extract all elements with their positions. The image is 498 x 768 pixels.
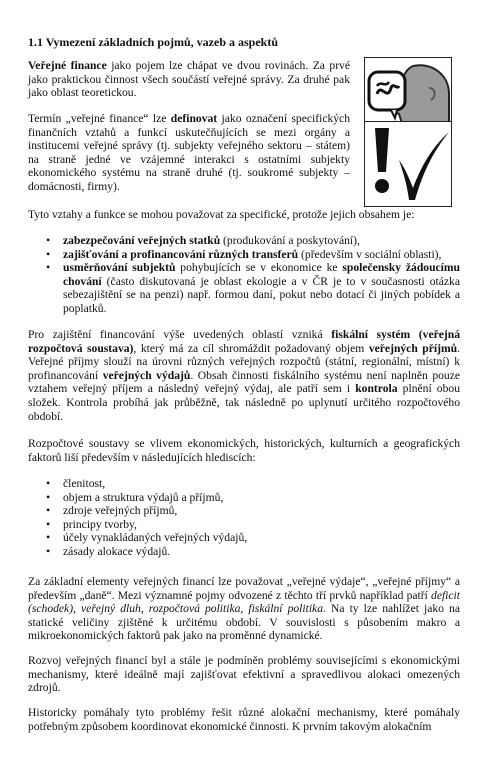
paragraph-historical: Historicky pomáhaly tyto problémy řešit různé alokační mechanismy, které pomáhaly potřebným způsobem koordinovat ekonomické činnosti. K prvním takovým alokačním bbox=[28, 706, 460, 733]
paragraph-text: Za základní elementy veřejných financí lze považovat „veřejné výdaje“, „veřejné příjmy“ a především „daně“. Mezi významné pojmy odvozené z těchto tří prvků například patří bbox=[28, 575, 460, 602]
paragraph-text: . Na ty lze nahlížet jako na statické veličiny zjištěné k určitému období. V souvislosti s působením makro a mikroekonomických faktorů pak jako na proměnné dynamické. bbox=[28, 602, 460, 643]
term-verejne-finance: Veřejné finance bbox=[28, 59, 107, 72]
paragraph-text: Pro zajištění financování výše uvedených oblastí vzniká bbox=[28, 328, 332, 341]
list-item-term: zabezpečování veřejných statků bbox=[63, 234, 221, 247]
paragraph-definition-intro bbox=[28, 59, 350, 100]
list-item: • principy tvorby, bbox=[46, 518, 460, 532]
list-item bbox=[46, 248, 460, 262]
paragraph-text: . Obsah činnosti fiskálního systému není naplněn pouze vztahem veřejný příjem a následný veřejný výdaj, ale patří sem i bbox=[28, 368, 461, 396]
list-item-text: (často diskutovaná je oblast ekologie a v ČR je to v současnosti otázka sebezajištění se na penzi) např. formou daní, pokut nebo dotací či jiných pobídek a poplatků. bbox=[63, 274, 460, 315]
list-item: • účely vynakládaných veřejných výdajů, bbox=[46, 531, 460, 545]
list-item: • zdroje veřejných příjmů, bbox=[46, 504, 460, 518]
list-item-text: pohybujících se v ekonomice ke bbox=[175, 261, 343, 275]
italic-terms: deficit (schodek), veřejný dluh, rozpočtová politika, fiskální politika bbox=[28, 588, 460, 616]
list-item-term: zajišťování a profinancování různých transferů bbox=[63, 247, 299, 261]
list-item-term: usměrňování subjektů bbox=[63, 261, 176, 275]
paragraph-development: Rozvoj veřejných financí byl a stále je podmíněn problémy souvisejícími s ekonomickými mechanismy, které ideálně mají zajišťovat efektivní a spravedlivou alokaci omezených zdrojů. bbox=[28, 654, 460, 695]
list-item: • objem a struktura výdajů a příjmů, bbox=[46, 491, 460, 505]
paragraph-basic-elements bbox=[28, 575, 460, 643]
list-item-text: (produkování a poskytování), bbox=[220, 234, 360, 247]
term-verejne-vydaje: veřejných výdajů bbox=[102, 368, 191, 382]
list-item bbox=[46, 261, 460, 315]
paragraph-fiscal-system bbox=[28, 328, 460, 423]
aspects-list bbox=[46, 477, 460, 559]
paragraph-text: plnění obou složek. Kontrola probíhá jak průběžně, tak následně po uplynutí určitého rozpočtového období. bbox=[28, 382, 460, 423]
paragraph-text: jako pojem lze chápat ve dvou rovinách. Za prvé jako praktickou činnost všech součástí veřejné správy. Za druhé pak jako oblast teoretickou. bbox=[28, 59, 350, 100]
term-kontrola: kontrola bbox=[355, 382, 398, 396]
section-heading: 1.1 Vymezení základních pojmů, vazeb a aspektů bbox=[28, 35, 279, 49]
paragraph-list-intro: Tyto vztahy a funkce se mohou považovat za specifické, protože jejich obsahem je: bbox=[28, 208, 415, 221]
exclamation-checkmark-icon-box bbox=[364, 121, 452, 207]
term-definovat: definovat bbox=[170, 112, 218, 125]
paragraph-text: . Veřejné příjmy slouží na úrovni různých veřejných rozpočtů (státní, regionální, místní) k profinancování bbox=[28, 341, 460, 382]
paragraph-budget-systems: Rozpočtové soustavy se vlivem ekonomických, historických, kulturních a geografických faktorů liší především v následujících hlediscích: bbox=[28, 437, 460, 464]
list-item bbox=[46, 234, 460, 248]
functions-list bbox=[46, 234, 460, 316]
list-item: • členitost, bbox=[46, 477, 460, 491]
paragraph-text: , který má za cíl shromáždit požadovaný objem bbox=[133, 341, 369, 355]
exclamation-checkmark-icon bbox=[365, 122, 451, 206]
list-item: • zásady alokace výdajů. bbox=[46, 545, 460, 559]
term-verejne-prijmy: veřejných příjmů bbox=[368, 341, 458, 355]
term-fiskalni-system: fiskální systém (veřejná rozpočtová soustava) bbox=[28, 328, 460, 355]
paragraph-text: jako označení specifických finančních vztahů a funkcí uskutečňujících se mezi orgány a institucemi veřejné správy (tj. subjekty veřejného sektoru – státem) na straně jedné ve vzájemné interakci s ostatními subjekty ekonomického systému na straně druhé (tj. soukromé subjekty – domácnosti, firmy). bbox=[28, 112, 350, 193]
list-item-term: společensky žádoucímu chování bbox=[63, 261, 460, 288]
list-item-text: (především v sociální oblasti), bbox=[298, 247, 442, 261]
paragraph-text: Termín „veřejné finance“ lze bbox=[28, 112, 171, 125]
paragraph-definition bbox=[28, 112, 350, 194]
